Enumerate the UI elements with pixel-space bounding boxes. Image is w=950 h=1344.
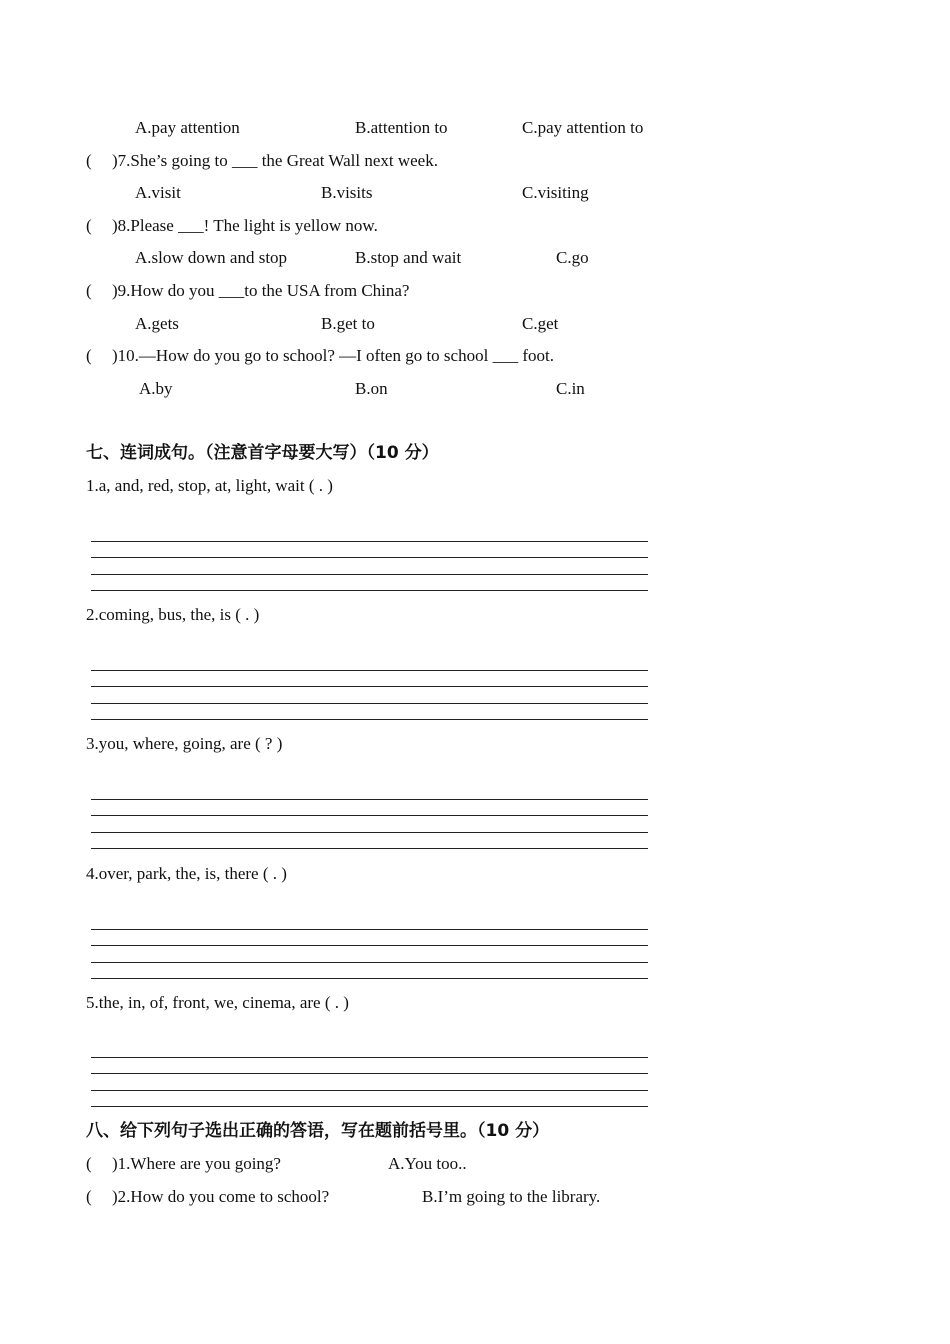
writing-line[interactable] [91,832,648,833]
s8-q1-question: )1.Where are you going? [112,1154,281,1173]
writing-line[interactable] [91,574,648,575]
q9-answer-paren: ( [86,281,92,300]
section7-item-1: 1.a, and, red, stop, at, light, wait ( . ) [86,476,333,495]
writing-line[interactable] [91,703,648,704]
q7-question: )7.She’s going to ___ the Great Wall next week. [112,151,438,170]
s8-q2-question: )2.How do you come to school? [112,1187,330,1206]
s8-q1-answer-paren: ( [86,1154,92,1173]
q6-option-c: C.pay attention to [522,118,644,137]
section8-title: 八、给下列句子选出正确的答语，写在题前括号里。（10 分） [86,1121,550,1141]
q7-answer-paren: ( [86,151,92,170]
q7-option-a: A.visit [135,183,181,202]
q9-option-c: C.get [522,314,559,333]
writing-line[interactable] [91,719,648,720]
writing-line[interactable] [91,541,648,542]
q8-answer-paren: ( [86,216,92,235]
writing-line[interactable] [91,799,648,800]
writing-line[interactable] [91,962,648,963]
writing-line[interactable] [91,686,648,687]
writing-line[interactable] [91,670,648,671]
q7-option-b: B.visits [321,183,373,202]
q6-option-b: B.attention to [355,118,448,137]
q10-answer-paren: ( [86,346,92,365]
writing-line[interactable] [91,1106,648,1107]
section7-item-2: 2.coming, bus, the, is ( . ) [86,605,260,624]
q8-option-c: C.go [556,248,589,267]
q8-question: )8.Please ___! The light is yellow now. [112,216,378,235]
q10-option-a: A.by [139,379,173,398]
q8-option-b: B.stop and wait [355,248,462,267]
writing-line[interactable] [91,1057,648,1058]
writing-line[interactable] [91,848,648,849]
q8-option-a: A.slow down and stop [135,248,288,267]
writing-line[interactable] [91,1073,648,1074]
section7-item-5: 5.the, in, of, front, we, cinema, are ( . ) [86,993,349,1012]
q9-option-a: A.gets [135,314,179,333]
q6-option-a: A.pay attention [135,118,240,137]
writing-line[interactable] [91,557,648,558]
q9-question: )9.How do you ___to the USA from China? [112,281,410,300]
writing-line[interactable] [91,929,648,930]
section7-item-4: 4.over, park, the, is, there ( . ) [86,864,287,883]
writing-line[interactable] [91,590,648,591]
writing-line[interactable] [91,1090,648,1091]
section7-item-3: 3.you, where, going, are ( ? ) [86,734,283,753]
s8-q2-answer-paren: ( [86,1187,92,1206]
q10-option-b: B.on [355,379,388,398]
q10-option-c: C.in [556,379,585,398]
s8-answer-a: A.You too.. [388,1154,467,1173]
q7-option-c: C.visiting [522,183,589,202]
s8-answer-b: B.I’m going to the library. [422,1187,601,1206]
writing-line[interactable] [91,815,648,816]
writing-line[interactable] [91,945,648,946]
q10-question: )10.—How do you go to school? —I often go to school ___ foot. [112,346,554,365]
section7-title: 七、连词成句。（注意首字母要大写）（10 分） [86,443,439,463]
q9-option-b: B.get to [321,314,375,333]
writing-line[interactable] [91,978,648,979]
